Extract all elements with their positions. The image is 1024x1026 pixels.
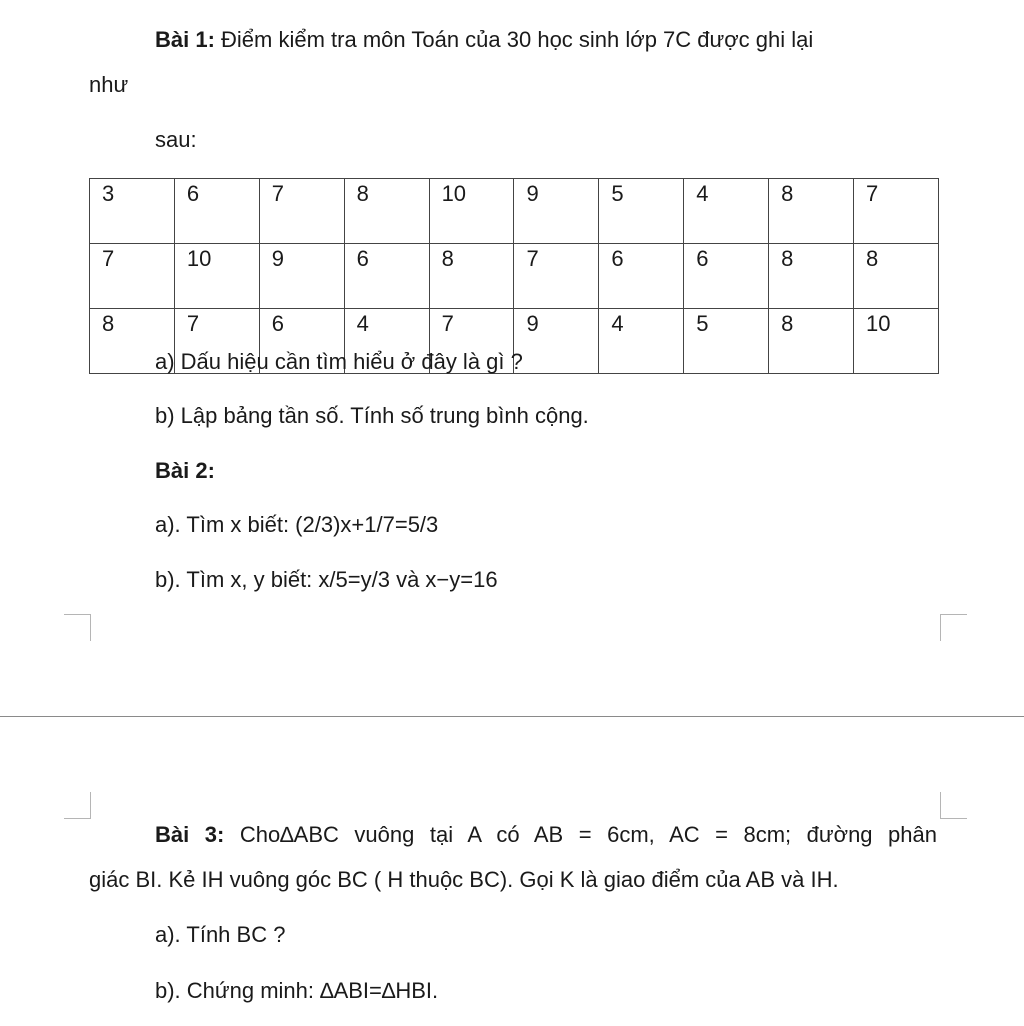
page-margin-corner-top-right bbox=[940, 792, 967, 819]
table-cell: 7 bbox=[174, 309, 259, 374]
bai3-heading: Bài 3: bbox=[155, 822, 225, 847]
table-cell: 7 bbox=[514, 244, 599, 309]
table-cell: 7 bbox=[854, 179, 939, 244]
table-cell: 8 bbox=[90, 309, 175, 374]
bai2-question-a: a). Tìm x biết: (2/3)x+1/7=5/3 bbox=[155, 512, 439, 537]
bai1-question-a: a) Dấu hiệu cần tìm hiểu ở đây là gì ? bbox=[155, 349, 523, 374]
table-cell: 7 bbox=[90, 244, 175, 309]
bai1-intro-text: Điểm kiểm tra môn Toán của 30 học sinh lớp 7C được ghi lại bbox=[214, 27, 814, 52]
table-cell: 6 bbox=[684, 244, 769, 309]
table-cell: 7 bbox=[429, 309, 514, 374]
table-cell: 4 bbox=[344, 309, 429, 374]
table-cell: 6 bbox=[599, 244, 684, 309]
table-cell: 9 bbox=[259, 244, 344, 309]
bai1-intro-line2: như bbox=[89, 72, 129, 97]
table-cell: 9 bbox=[514, 309, 599, 374]
table-cell: 10 bbox=[174, 244, 259, 309]
table-cell: 10 bbox=[854, 309, 939, 374]
table-cell: 5 bbox=[599, 179, 684, 244]
table-row bbox=[90, 179, 939, 244]
bai2-heading: Bài 2: bbox=[155, 458, 215, 483]
bai3-line2: giác BI. Kẻ IH vuông góc BC ( H thuộc BC). Gọi K là giao điểm của AB và IH. bbox=[89, 867, 839, 892]
bai3-question-a: a). Tính BC ? bbox=[155, 922, 286, 947]
table-row bbox=[90, 244, 939, 309]
table-cell: 7 bbox=[259, 179, 344, 244]
table-cell: 8 bbox=[344, 179, 429, 244]
table-cell: 8 bbox=[854, 244, 939, 309]
table-cell: 10 bbox=[429, 179, 514, 244]
bai1-question-b: b) Lập bảng tần số. Tính số trung bình cộng. bbox=[155, 403, 589, 428]
bai3-line1-text: Cho∆ABC vuông tại A có AB = 6cm, AC = 8cm; đường phân bbox=[224, 822, 937, 847]
bai2-question-b: b). Tìm x, y biết: x/5=y/3 và x−y=16 bbox=[155, 567, 498, 592]
table-cell: 8 bbox=[769, 179, 854, 244]
table-cell: 6 bbox=[259, 309, 344, 374]
table-cell: 5 bbox=[684, 309, 769, 374]
table-cell: 8 bbox=[429, 244, 514, 309]
page-margin-corner-bottom-right bbox=[940, 614, 967, 641]
page-margin-corner-bottom-left bbox=[64, 614, 91, 641]
bai1-intro-line3: sau: bbox=[155, 127, 197, 152]
table-cell: 6 bbox=[174, 179, 259, 244]
bai3-line1 bbox=[155, 822, 937, 848]
page-margin-corner-top-left bbox=[64, 792, 91, 819]
bai1-intro-line1 bbox=[155, 27, 813, 53]
table-cell: 4 bbox=[599, 309, 684, 374]
score-table bbox=[89, 178, 939, 374]
table-cell: 9 bbox=[514, 179, 599, 244]
table-cell: 6 bbox=[344, 244, 429, 309]
table-cell: 4 bbox=[684, 179, 769, 244]
bai3-question-b: b). Chứng minh: ∆ABI=∆HBI. bbox=[155, 978, 439, 1003]
table-cell: 8 bbox=[769, 309, 854, 374]
table-cell: 3 bbox=[90, 179, 175, 244]
page-break-divider bbox=[0, 716, 1024, 717]
score-table-body bbox=[90, 179, 939, 374]
table-cell: 8 bbox=[769, 244, 854, 309]
bai1-heading: Bài 1: bbox=[155, 27, 215, 52]
